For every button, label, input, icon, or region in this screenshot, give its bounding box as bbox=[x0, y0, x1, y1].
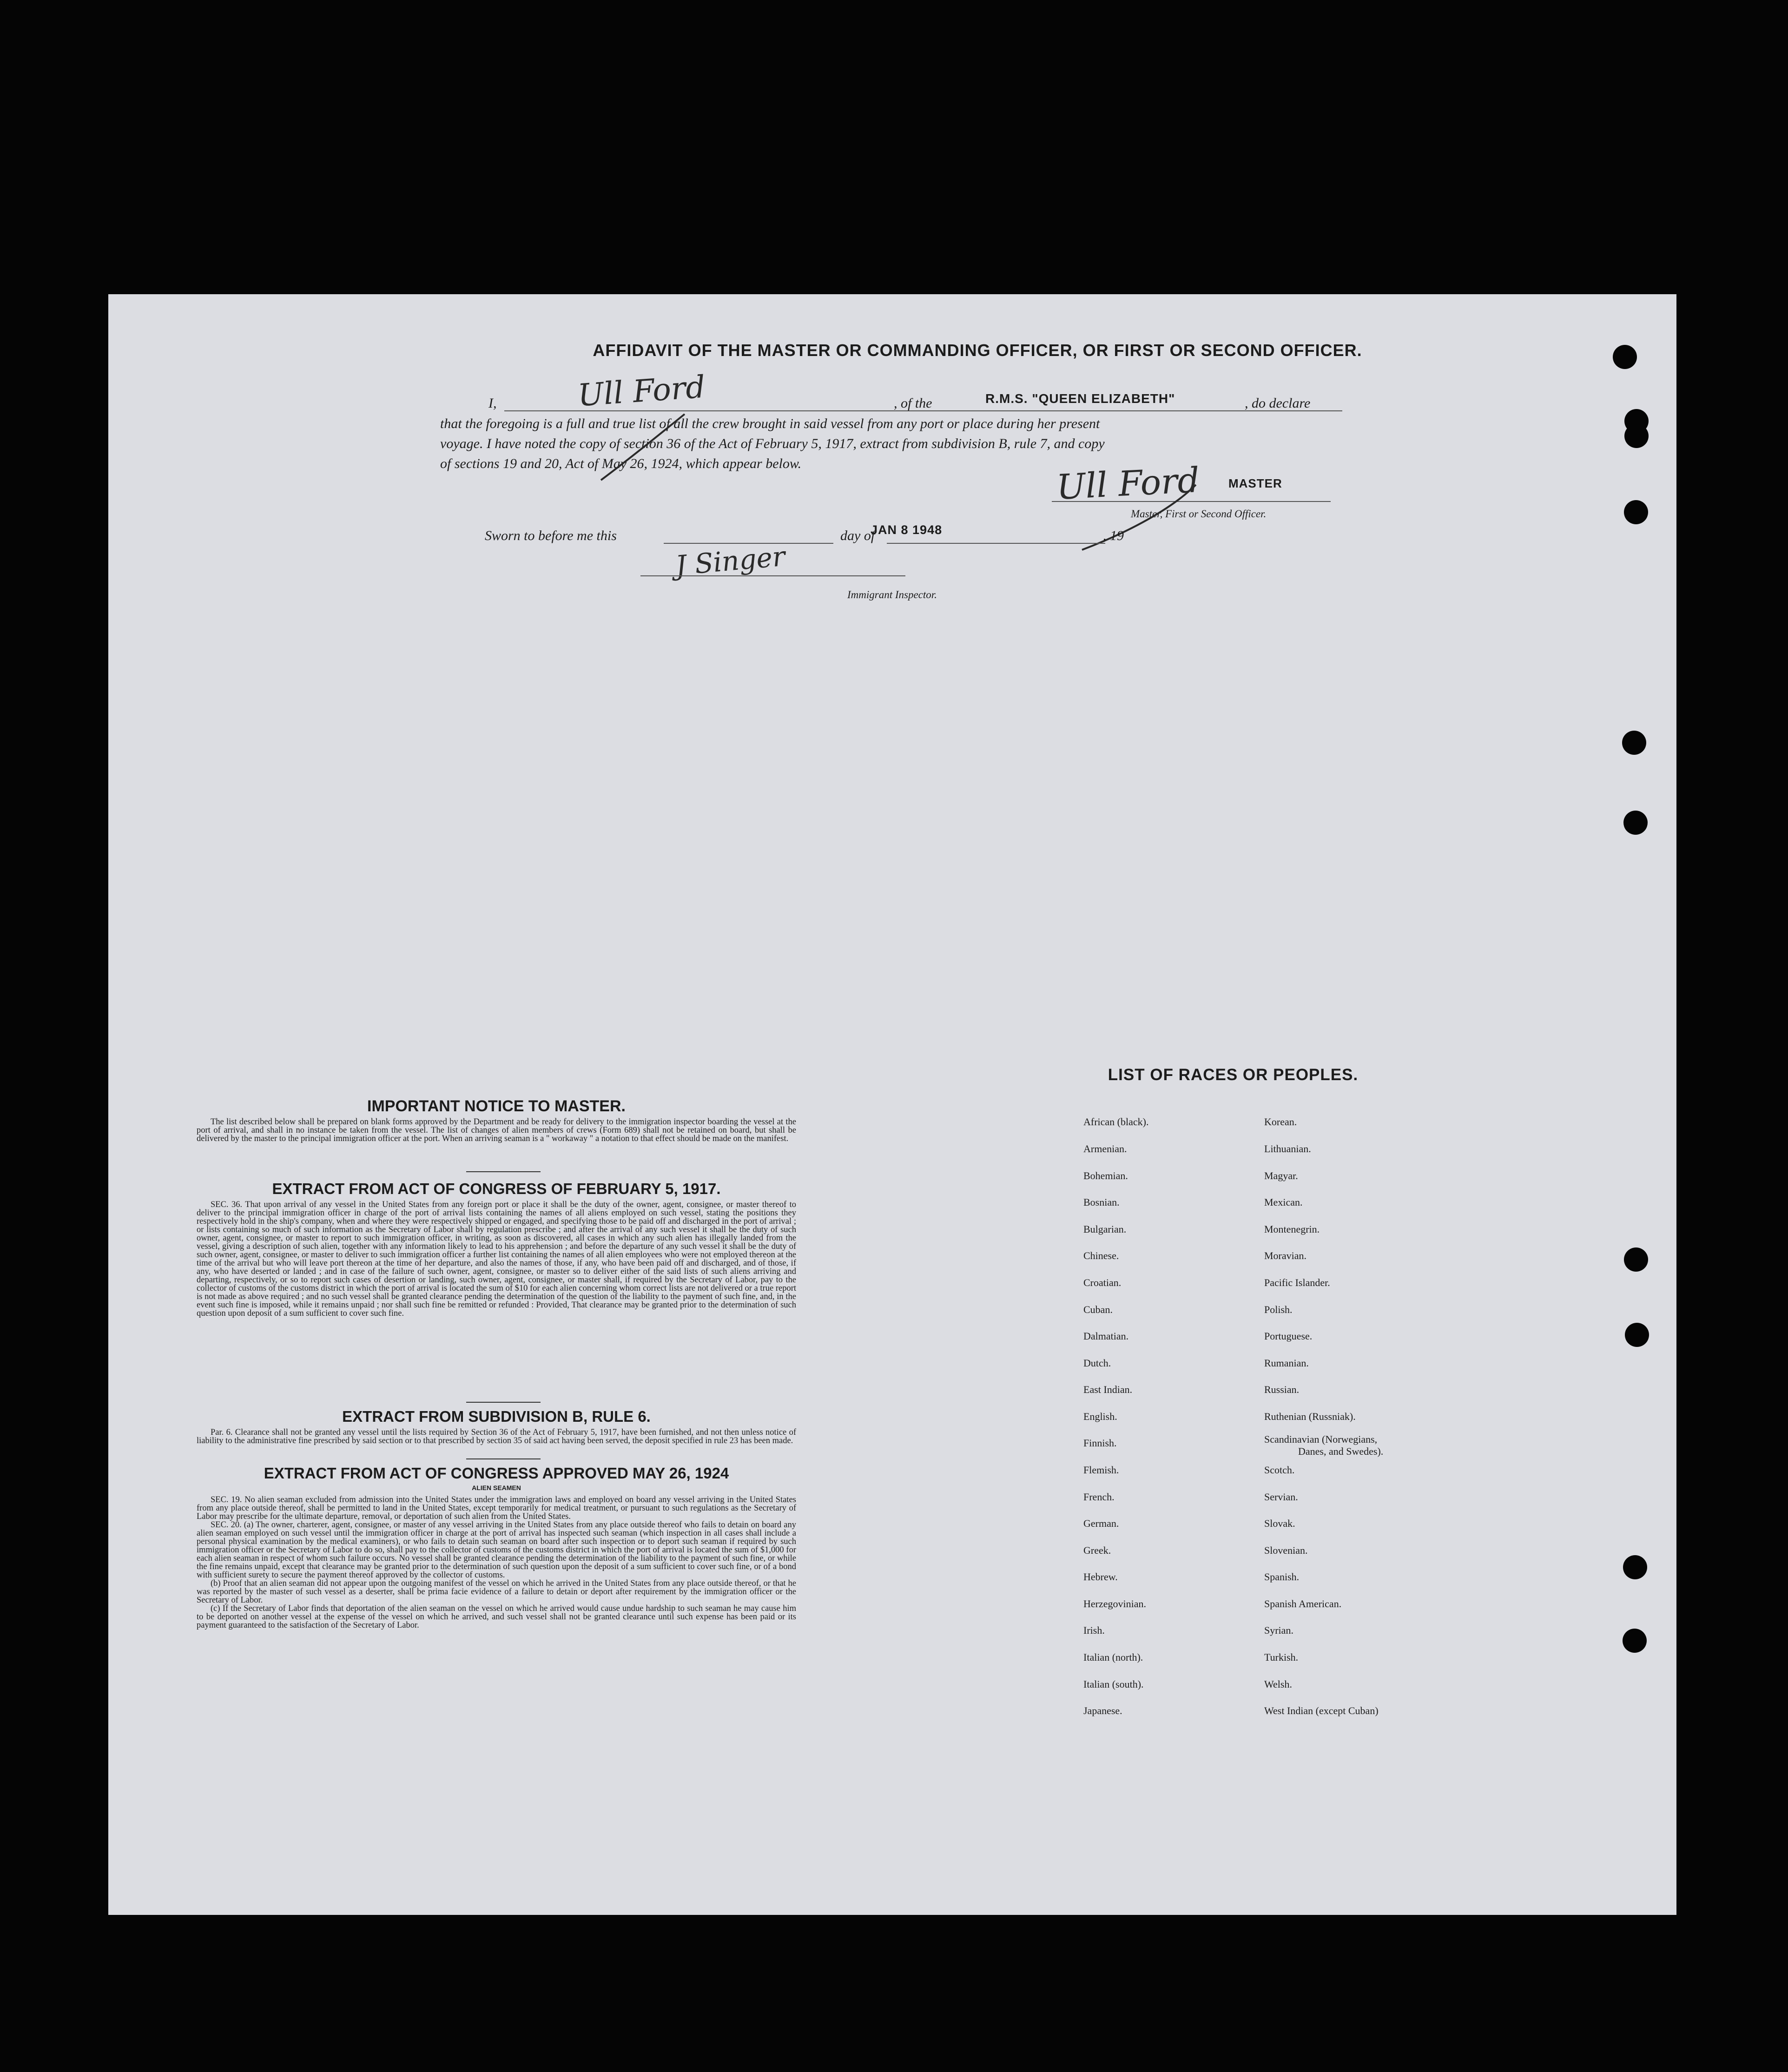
race-item: Scandinavian (Norwegians, bbox=[1264, 1433, 1378, 1445]
master-signature: Ull Ford bbox=[1055, 460, 1201, 508]
race-item: Scotch. bbox=[1264, 1464, 1295, 1476]
race-item: Bosnian. bbox=[1083, 1196, 1120, 1208]
date-stamp: JAN 8 1948 bbox=[871, 523, 943, 537]
race-item: Rumanian. bbox=[1264, 1357, 1309, 1369]
race-item: Finnish. bbox=[1083, 1437, 1117, 1449]
race-item: Pacific Islander. bbox=[1264, 1277, 1330, 1288]
master-signature-top: Ull Ford bbox=[576, 369, 706, 414]
race-item: Servian. bbox=[1264, 1491, 1298, 1503]
divider-2 bbox=[466, 1402, 541, 1403]
race-item: Spanish. bbox=[1264, 1571, 1300, 1583]
punch-hole bbox=[1622, 731, 1646, 755]
race-item: Mexican. bbox=[1264, 1196, 1303, 1208]
race-item: Bulgarian. bbox=[1083, 1223, 1127, 1235]
race-item: Lithuanian. bbox=[1264, 1143, 1311, 1155]
punch-hole bbox=[1623, 1629, 1647, 1653]
sworn-label: Sworn to before me this bbox=[485, 528, 617, 543]
race-item: West Indian (except Cuban) bbox=[1264, 1705, 1379, 1716]
do-declare-label: , do declare bbox=[1245, 396, 1311, 411]
race-item: African (black). bbox=[1083, 1116, 1149, 1128]
race-item: Greek. bbox=[1083, 1544, 1111, 1556]
of-the-label: , of the bbox=[894, 396, 932, 411]
year-prefix: , 19 bbox=[1103, 528, 1124, 543]
vessel-name: R.M.S. "QUEEN ELIZABETH" bbox=[985, 391, 1175, 406]
i-label: I, bbox=[488, 396, 497, 411]
race-item: East Indian. bbox=[1083, 1384, 1133, 1395]
inspector-caption: Immigrant Inspector. bbox=[847, 589, 937, 600]
extract-1917-body: SEC. 36. That upon arrival of any vessel in the United States from any foreign port or place it shall be the duty of the owner, agent, consignee, or master thereof to deliver to the principal immigration officer in charge of the port of arrival lists containing the names of all aliens employed on such vessel, stating the positions they respectively hold in the ship's company, when and where they were respectively shipped or engaged, and specifying those to be paid off and discharged in the port of arrival ; or lists containing so much of such information as the Secretary of Labor shall by regulation prescribe ; and after the arrival of any such vessel it shall be the duty of such owner, agent, consignee, or master to report to such immigration officer, in writing, as soon as discovered, all cases in which any such alien has illegally landed from the vessel, giving a description of such alien, together with any information likely to lead to his apprehension ; and before the departure of any such vessel it shall be the duty of such owner, agent, consignee, or master to deliver to such immigration officer a further list containing the names of all alien employees who were not employed thereon at the time of the arrival but who will leave port thereon at the time of her departure, and also the names of those, if any, who have been paid off and discharged, and of those, if any, who have deserted or landed ; and in case of the failure of such owner, agent, consignee, or master so to deliver either of the said lists of such aliens arriving and departing, respectively, or so to report such cases of desertion or landing, such owner, agent, consignee, or master shall, if required by the Secretary of Labor, pay to the collector of customs of the customs district in which the port of arrival is located the sum of $10 for each alien concerning whom correct lists are not delivered or a true report is not made as above required ; and no such vessel shall be granted clearance pending the determination of the question of the liability to the payment of such fine, and, in the event such fine is imposed, while it remains unpaid ; nor shall such fine be remitted or refunded : Provided, That clearance may be granted prior to the determination of such question upon deposit of a sum sufficient to cover such fine. bbox=[197, 1200, 796, 1318]
punch-hole bbox=[1624, 500, 1648, 524]
race-item: Chinese. bbox=[1083, 1250, 1119, 1261]
master-caption: Master, First or Second Officer. bbox=[1131, 508, 1267, 520]
punch-hole bbox=[1624, 1247, 1648, 1272]
race-item: Syrian. bbox=[1264, 1624, 1293, 1636]
race-item: Moravian. bbox=[1264, 1250, 1307, 1261]
punch-hole bbox=[1623, 1555, 1647, 1579]
race-item: Ruthenian (Russniak). bbox=[1264, 1411, 1356, 1422]
subdivision-b-title: EXTRACT FROM SUBDIVISION B, RULE 6. bbox=[342, 1408, 651, 1425]
alien-seamen-subtitle: ALIEN SEAMEN bbox=[472, 1484, 521, 1491]
day-of-label: day of bbox=[840, 528, 875, 543]
divider-3 bbox=[466, 1458, 541, 1459]
sec-20c-paragraph: (c) If the Secretary of Labor finds that deportation of the alien seaman on the vessel on which he arrived would cause undue hardship to such seaman he may cause him to be deported on another vessel at the expense of the vessel on which he arrived, and such vessel shall not be granted clearance until such expense has been paid or its payment guaranteed to the satisfaction of the Secretary of Labor. bbox=[197, 1604, 796, 1630]
sec-20b-paragraph: (b) Proof that an alien seaman did not appear upon the outgoing manifest of the vessel on which he arrived in the United States from any place outside thereof, or that he was reported by the master of such vessel as a deserter, shall be prima facie evidence of a failure to detain or deport after requirement by the immigration officer or the Secretary of Labor. bbox=[197, 1579, 796, 1605]
race-item: Korean. bbox=[1264, 1116, 1297, 1128]
sec-19-paragraph: SEC. 19. No alien seaman excluded from admission into the United States under the immigration laws and employed on board any vessel arriving in the United States from any place outside thereof, shall be permitted to land in the United States, except temporarily for medical treatment, or pursuant to such regulations as the Secretary of Labor may prescribe for the ultimate departure, removal, or deportation of such alien from the United States. bbox=[197, 1495, 796, 1521]
race-item: Portuguese. bbox=[1264, 1330, 1313, 1342]
punch-hole bbox=[1624, 424, 1649, 448]
declaration-line-4: of sections 19 and 20, Act of May 26, 1924, which appear below. bbox=[440, 456, 802, 471]
race-item: Italian (south). bbox=[1083, 1678, 1144, 1690]
subdivision-b-body: Par. 6. Clearance shall not be granted any vessel until the lists required by Section 36 of the Act of February 5, 1917, have been furnished, and not then unless notice of liability to the administrative fine prescribed by said section or to that prescribed by section 35 of said act having been served, the deposit specified in rule 23 has been made. bbox=[197, 1428, 796, 1445]
divider-1 bbox=[466, 1171, 541, 1172]
race-item: French. bbox=[1083, 1491, 1115, 1503]
race-item: Hebrew. bbox=[1083, 1571, 1118, 1583]
notice-body: The list described below shall be prepared on blank forms approved by the Department and be ready for delivery to the immigration inspector boarding the vessel at the port of arrival, and shall in no instance be taken from the vessel. The list of changes of alien members of crews (Form 689) shall not be retained on board, but shall be delivered by the master to the principal immigration officer at the port. When an arriving seaman is a " workaway " a notation to that effect should be made on the manifest. bbox=[197, 1117, 796, 1143]
race-item: Turkish. bbox=[1264, 1651, 1299, 1663]
inspector-signature-line bbox=[640, 575, 905, 576]
races-title: LIST OF RACES OR PEOPLES. bbox=[1108, 1066, 1359, 1084]
race-item: English. bbox=[1083, 1411, 1117, 1422]
punch-hole bbox=[1613, 345, 1637, 369]
race-item: Italian (north). bbox=[1083, 1651, 1143, 1663]
affidavit-title: AFFIDAVIT OF THE MASTER OR COMMANDING OFFICER, OR FIRST OR SECOND OFFICER. bbox=[593, 341, 1362, 360]
race-item: Spanish American. bbox=[1264, 1598, 1342, 1610]
race-item: Polish. bbox=[1264, 1304, 1293, 1315]
inspector-signature: J Singer bbox=[674, 540, 787, 582]
pen-stroke bbox=[596, 410, 689, 485]
master-stamp: MASTER bbox=[1228, 476, 1282, 490]
punch-hole bbox=[1625, 1323, 1649, 1347]
race-item: Russian. bbox=[1264, 1384, 1300, 1395]
race-item: Montenegrin. bbox=[1264, 1223, 1320, 1235]
race-item: Herzegovinian. bbox=[1083, 1598, 1146, 1610]
race-item: Cuban. bbox=[1083, 1304, 1113, 1315]
sworn-month-underline bbox=[887, 543, 1105, 544]
race-item: Irish. bbox=[1083, 1624, 1105, 1636]
extract-1924-body bbox=[197, 1496, 796, 1630]
declaration-line-2: that the foregoing is a full and true list of all the crew brought in said vessel from any port or place during her present bbox=[440, 416, 1100, 431]
race-item: Dutch. bbox=[1083, 1357, 1111, 1369]
extract-1924-title: EXTRACT FROM ACT OF CONGRESS APPROVED MAY 26, 1924 bbox=[264, 1465, 729, 1482]
punch-hole bbox=[1623, 811, 1648, 835]
notice-title: IMPORTANT NOTICE TO MASTER. bbox=[367, 1097, 626, 1115]
race-item-continuation: Danes, and Swedes). bbox=[1298, 1445, 1384, 1457]
race-item: Slovak. bbox=[1264, 1518, 1295, 1529]
race-item: Dalmatian. bbox=[1083, 1330, 1129, 1342]
declaration-line-3: voyage. I have noted the copy of section 36 of the Act of February 5, 1917, extract from subdivision B, rule 7, and copy bbox=[440, 436, 1105, 451]
race-item: Welsh. bbox=[1264, 1678, 1292, 1690]
sec-20a-paragraph: SEC. 20. (a) The owner, charterer, agent, consignee, or master of any vessel arriving in the United States from any place outside thereof who fails to detain on board any alien seaman employed on such vessel until the immigration officer in charge at the port of arrival has inspected such seaman (which inspection in all cases shall include a personal physical examination by the medical examiners), or who fails to detain such seaman on board after such inspection or to deport such seaman if required by such immigration officer or the Secretary of Labor to do so, shall pay to the collector of customs of the customs district in which the port of arrival is located the sum of $1,000 for each alien seaman in respect of whom such failure occurs. No vessel shall be granted clearance pending the determination of the liability to the payment of such fine, or while the fine remains unpaid, except that clearance may be granted prior to the determination of such question upon the deposit of a sum sufficient to cover such fine, or of a bond with sufficient surety to secure the payment thereof approved by the collector of customs. bbox=[197, 1520, 796, 1580]
race-item: Croatian. bbox=[1083, 1277, 1122, 1288]
extract-1917-title: EXTRACT FROM ACT OF CONGRESS OF FEBRUARY 5, 1917. bbox=[272, 1180, 721, 1197]
race-item: German. bbox=[1083, 1518, 1119, 1529]
race-item: Armenian. bbox=[1083, 1143, 1127, 1155]
race-item: Slovenian. bbox=[1264, 1544, 1308, 1556]
race-item: Magyar. bbox=[1264, 1170, 1298, 1181]
document-page bbox=[108, 294, 1676, 1915]
race-item: Flemish. bbox=[1083, 1464, 1119, 1476]
race-item: Japanese. bbox=[1083, 1705, 1122, 1716]
race-item: Bohemian. bbox=[1083, 1170, 1128, 1181]
